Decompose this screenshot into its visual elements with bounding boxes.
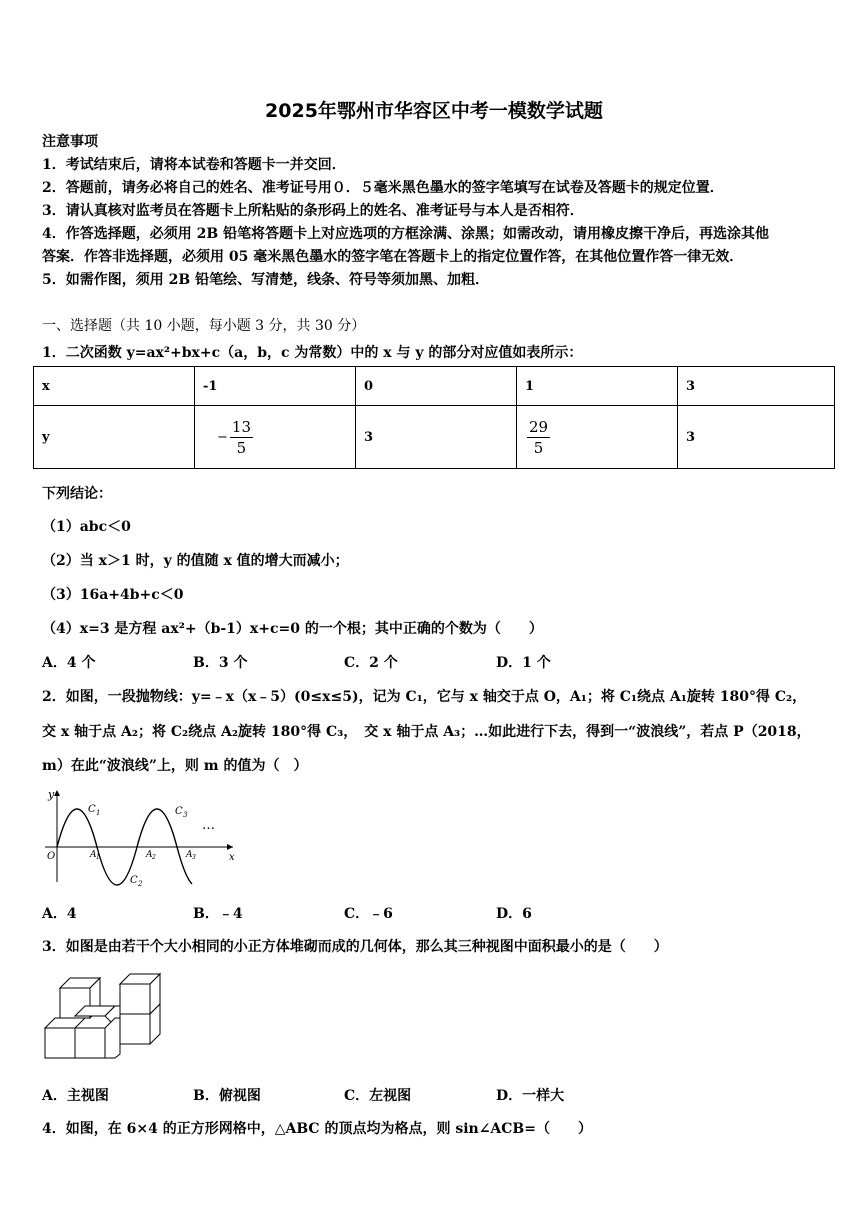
curve-label: C [88, 804, 96, 815]
q4-stem: 4．如图，在 6×4 的正方形网格中，△ABC 的顶点均为格点，则 sin∠ACB=（ ） [42, 1121, 592, 1137]
curve-label: C [130, 875, 138, 886]
notice-item: 3．请认真核对监考员在答题卡上所粘贴的条形码上的姓名、准考证号与本人是否相符． [42, 203, 584, 219]
q2-option-c[interactable]: C．﹣6 [344, 906, 393, 922]
q1-conclusion: （2）当 x＞1 时，y 的值随 x 值的增大而减小； [42, 553, 349, 569]
fraction-numerator: 13 [231, 417, 251, 436]
q1-conclusion: （3）16a+4b+c＜0 [42, 587, 184, 603]
q1-option-a[interactable]: A．4 个 [42, 655, 96, 671]
table-cell: 3 [356, 406, 517, 469]
subscript: 1 [96, 809, 101, 817]
fraction-denominator: 5 [533, 438, 544, 457]
subscript: 3 [192, 854, 196, 861]
q3-option-a[interactable]: A．主视图 [42, 1088, 109, 1104]
table-cell: 0 [356, 367, 517, 406]
q3-stem: 3．如图是由若干个大小相同的小正方体堆砌而成的几何体，那么其三种视图中面积最小的是（ ） [42, 939, 668, 955]
fraction [527, 417, 550, 458]
subscript: 2 [138, 880, 143, 886]
fraction-numerator: 29 [529, 417, 549, 436]
q2-option-d[interactable]: D．6 [496, 906, 532, 922]
notice-item: 答案．作答非选择题，必须用 05 毫米黑色墨水的签字笔在答题卡上的指定位置作答，在其他位置作答一律无效． [42, 249, 744, 265]
subscript: 2 [152, 854, 156, 861]
axis-label-y: y [48, 788, 55, 801]
point-label: A [186, 850, 193, 860]
minus-sign: − [217, 429, 228, 445]
q1-option-b[interactable]: B．3 个 [193, 655, 248, 671]
table-cell: x [34, 367, 195, 406]
q2-option-a[interactable]: A．4 [42, 906, 77, 922]
notice-item: 2．答题前，请务必将自己的姓名、准考证号用０．５毫米黑色墨水的签字笔填写在试卷及答题卡的规定位置． [42, 180, 724, 196]
table-cell: -1 [195, 367, 356, 406]
q1-conclusion: （4）x=3 是方程 ax²+（b-1）x+c=0 的一个根；其中正确的个数为（ ） [42, 621, 543, 637]
wave-figure [40, 786, 240, 886]
origin-label: O [47, 851, 56, 862]
ellipsis: … [202, 818, 215, 833]
fraction [230, 417, 253, 458]
q3-option-c[interactable]: C．左视图 [344, 1088, 412, 1104]
subscript: 1 [96, 854, 100, 861]
q1-conclusion: （1）abc＜0 [42, 519, 131, 535]
table-cell [517, 406, 678, 469]
table-cell [195, 406, 356, 469]
notice-item: 4．作答选择题，必须用 2B 铅笔将答题卡上对应选项的方框涂满、涂黑；如需改动，请用橡皮擦干净后，再选涂其他 [42, 226, 770, 242]
table-cell: 3 [678, 367, 835, 406]
curve-label: C [175, 806, 183, 817]
q3-option-d[interactable]: D．一样大 [496, 1088, 565, 1104]
table-cell: y [34, 406, 195, 469]
q1-option-d[interactable]: D．1 个 [496, 655, 551, 671]
q2-stem-line: 2．如图，一段抛物线：y=﹣x（x﹣5）(0≤x≤5)，记为 C₁，它与 x 轴交于点 O，A₁；将 C₁绕点 A₁旋转 180°得 C₂， [42, 689, 807, 705]
point-label: A [146, 850, 153, 860]
table-cell: 3 [678, 406, 835, 469]
q1-stem: 1．二次函数 y=ax²+bx+c（a，b，c 为常数）中的 x 与 y 的部分对应值如表所示： [42, 345, 583, 361]
axis-label-x: x [229, 852, 235, 863]
cube-stack-figure [40, 970, 172, 1062]
q2-stem-line: m）在此“波浪线”上，则 m 的值为（ ） [42, 758, 308, 774]
notice-item: 5．如需作图，须用 2B 铅笔绘、写清楚，线条、符号等须加黑、加粗． [42, 272, 490, 288]
section-heading: 一、选择题（共 10 小题，每小题 3 分，共 30 分） [42, 318, 366, 334]
point-label: A [90, 850, 97, 860]
q2-option-b[interactable]: B．﹣4 [193, 906, 243, 922]
value-table [33, 366, 835, 469]
q1-lead: 下列结论： [42, 486, 112, 502]
fraction-denominator: 5 [236, 438, 247, 457]
page-title: 2025年鄂州市华容区中考一模数学试题 [265, 100, 603, 122]
q1-option-c[interactable]: C．2 个 [344, 655, 398, 671]
subscript: 3 [183, 811, 188, 819]
notice-item: 1．考试结束后，请将本试卷和答题卡一并交回． [42, 157, 346, 173]
q2-stem-line: 交 x 轴于点 A₂；将 C₂绕点 A₂旋转 180°得 C₃， 交 x 轴于点 A₃；…如此进行下去，得到一“波浪线”，若点 P（2018， [42, 724, 811, 740]
notice-heading: 注意事项 [42, 134, 98, 150]
q3-option-b[interactable]: B．俯视图 [193, 1088, 261, 1104]
table-cell: 1 [517, 367, 678, 406]
